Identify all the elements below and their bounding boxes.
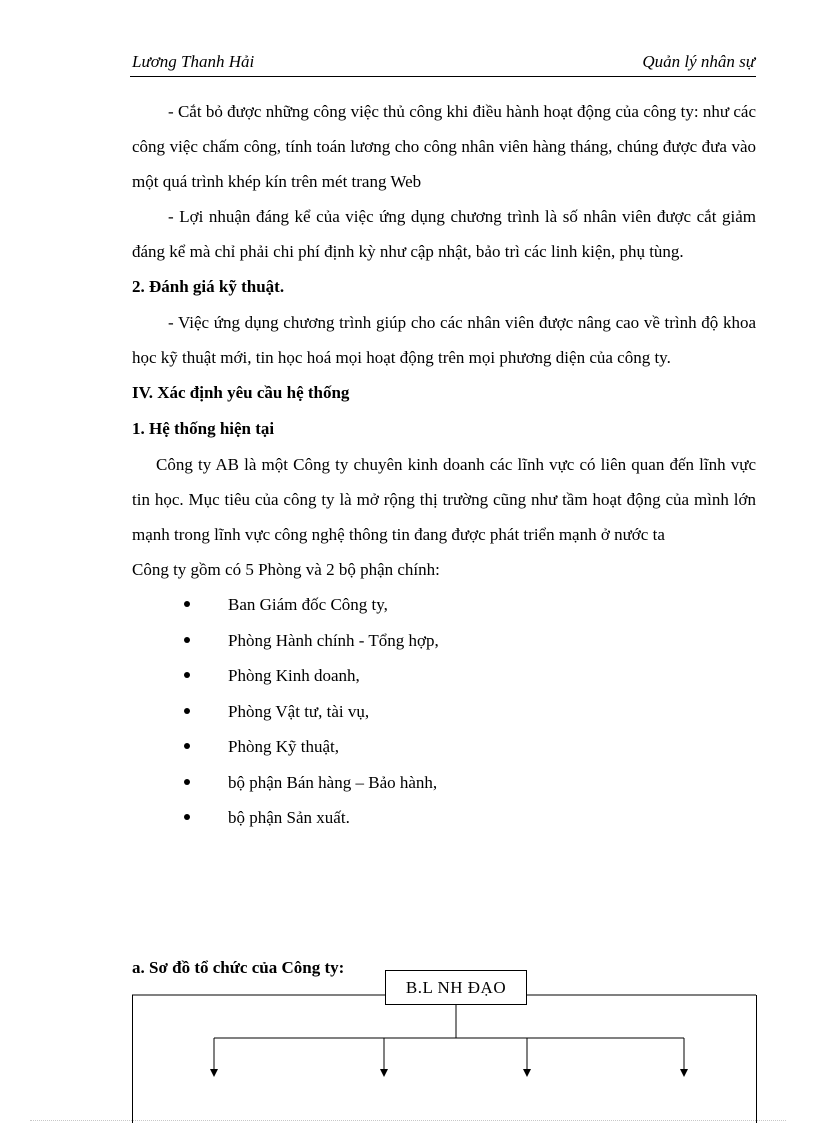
header-title: Quản lý nhân sự: [642, 52, 755, 71]
org-chart-title: a. Sơ đồ tổ chức của Công ty:: [132, 958, 345, 977]
arrow-down-icon: [380, 1069, 388, 1077]
heading-system-requirements: IV. Xác định yêu cầu hệ thống: [132, 383, 350, 402]
org-node-leadership: B.L NH ĐẠO: [385, 970, 527, 1005]
arrow-down-icon: [680, 1069, 688, 1077]
paragraph-departments-intro: Công ty gồm có 5 Phòng và 2 bộ phận chính:: [132, 560, 440, 579]
heading-current-system: 1. Hệ thống hiện tại: [132, 419, 275, 438]
list-item: Phòng Hành chính - Tổng hợp,: [132, 623, 756, 659]
list-item: Phòng Vật tư, tài vụ,: [132, 694, 756, 730]
list-item: Phòng Kỹ thuật,: [132, 729, 756, 765]
list-item: Phòng Kinh doanh,: [132, 658, 756, 694]
paragraph-technical: - Việc ứng dụng chương trình giúp cho các nhân viên được nâng cao về trình độ khoa học kỹ thuật mới, tin học hoá mọi hoạt động trên mọi phương diện của công ty.: [132, 313, 756, 367]
arrow-down-icon: [523, 1069, 531, 1077]
list-item: bộ phận Bán hàng – Bảo hành,: [132, 765, 756, 801]
paragraph-company-intro: Công ty AB là một Công ty chuyên kinh doanh các lĩnh vực có liên quan đến lĩnh vực tin học. Mục tiêu của công ty là mở rộng thị trường cũng như tầm hoạt động của mình lớn mạnh trong lĩnh vực công nghệ thông tin đang được phát triển mạnh ở nước ta: [132, 455, 756, 544]
heading-technical-evaluation: 2. Đánh giá kỹ thuật.: [132, 277, 285, 296]
paragraph-benefit-1: - Cắt bỏ được những công việc thủ công khi điều hành hoạt động của công ty: như các công việc chấm công, tính toán lương cho công nhân viên hàng tháng, chúng được đưa vào một quá trình khép kín trên mét trang Web: [132, 102, 756, 191]
page-bottom-divider: [30, 1120, 786, 1121]
header-author: Lương Thanh Hải: [132, 52, 255, 71]
paragraph-benefit-2: - Lợi nhuận đáng kể của việc ứng dụng chương trình là số nhân viên được cắt giảm đáng kể mà chỉ phải chi phí định kỳ như cập nhật, bảo trì các linh kiện, phụ tùng.: [132, 207, 756, 261]
list-item: bộ phận Sản xuất.: [132, 800, 756, 836]
arrow-down-icon: [210, 1069, 218, 1077]
list-item: Ban Giám đốc Công ty,: [132, 587, 756, 623]
